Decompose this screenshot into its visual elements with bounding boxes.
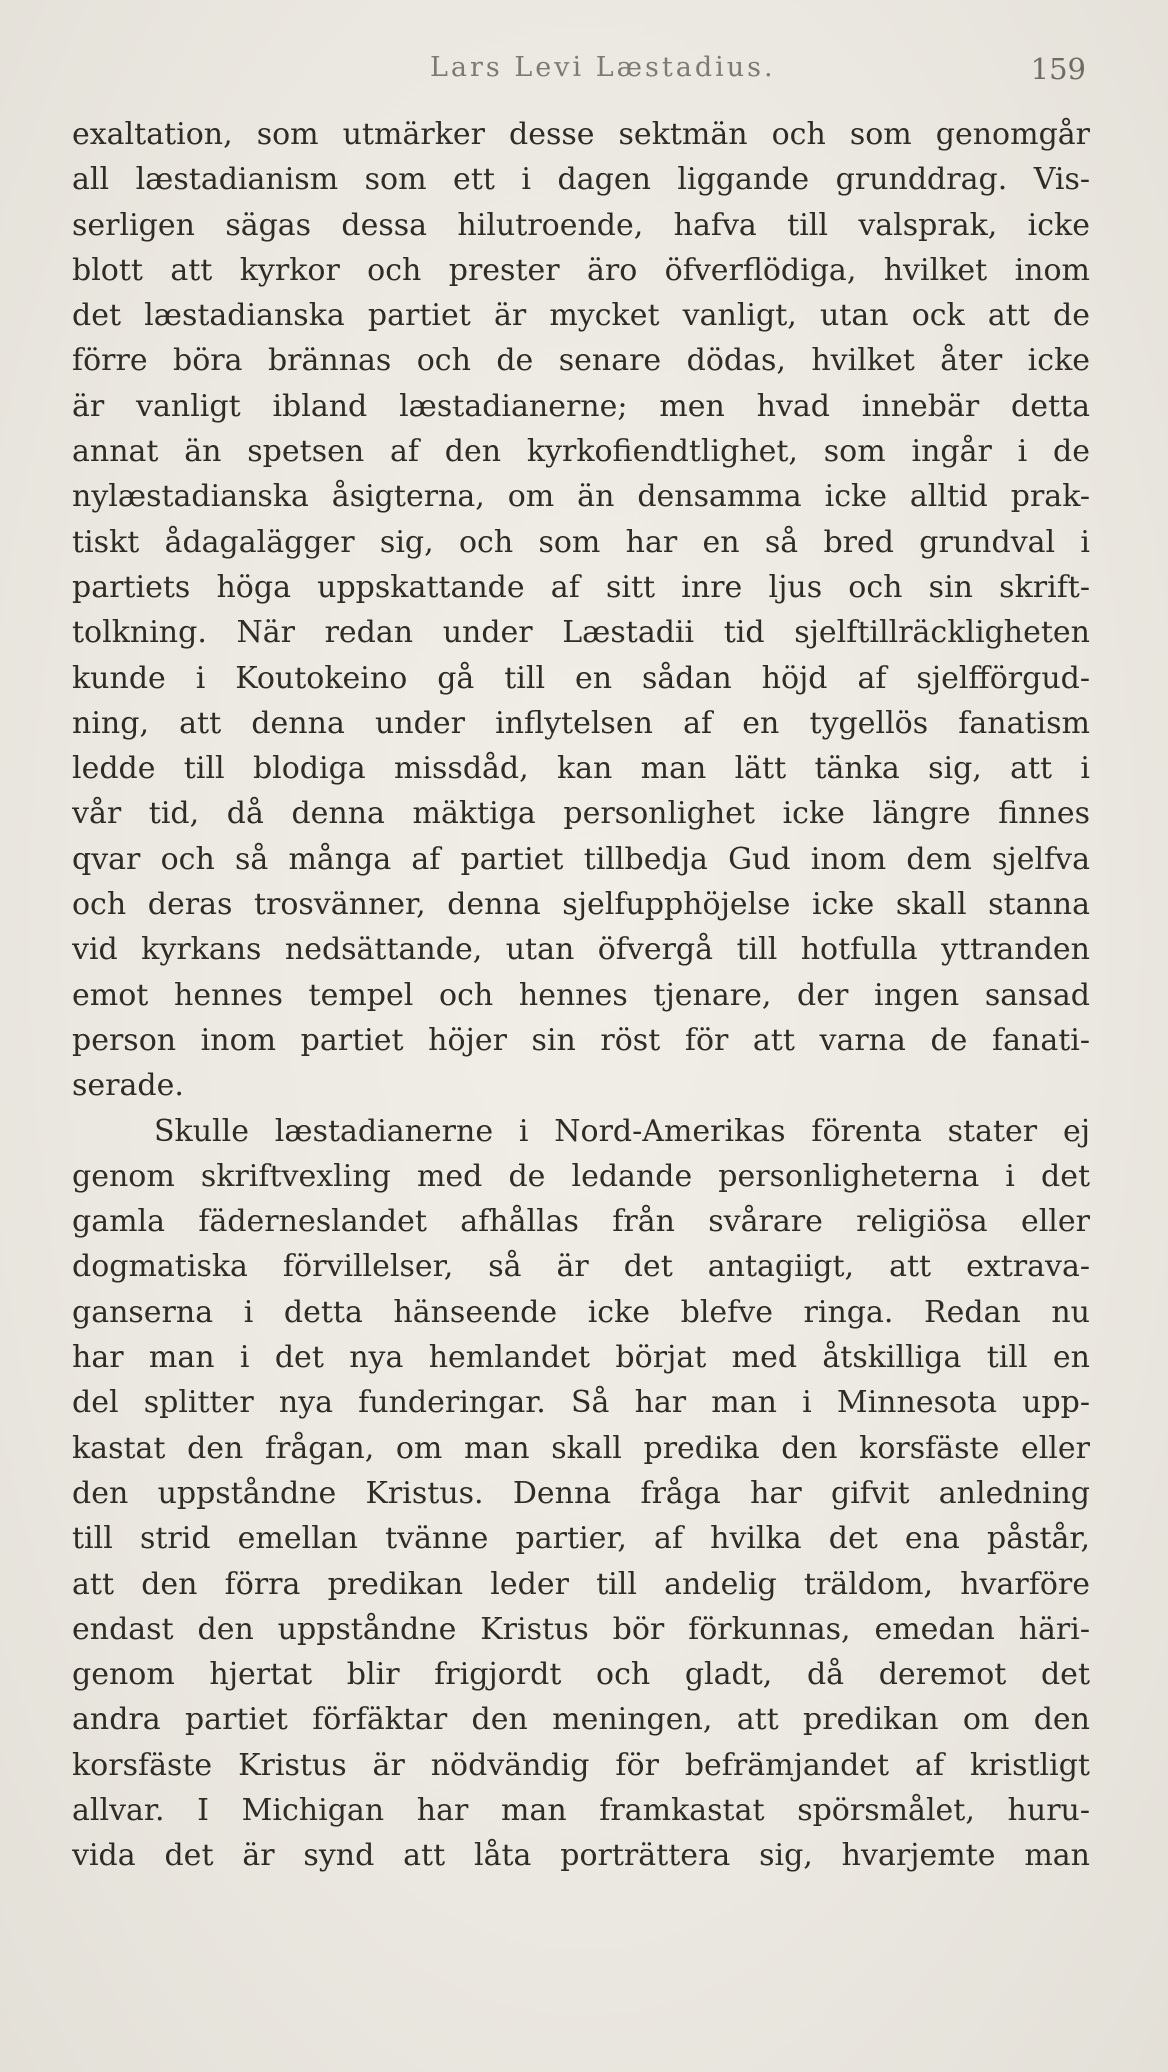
- body-text: [72, 112, 1090, 1879]
- text-line: nylæstadianska åsigterna, om än densamma icke alltid prak-: [72, 479, 1090, 515]
- text-line: partiets höga uppskattande af sitt inre ljus och sin skrift-: [72, 569, 1090, 605]
- text-line: den uppståndne Kristus. Denna fråga har gifvit anledning: [72, 1475, 1090, 1511]
- text-line: allvar. I Michigan har man framkastat spörsmålet, huru-: [72, 1792, 1090, 1828]
- text-line: blott att kyrkor och prester äro öfverflödiga, hvilket inom: [72, 252, 1090, 288]
- text-line: ledde till blodiga missdåd, kan man lätt tänka sig, att i: [72, 751, 1090, 787]
- text-line: endast den uppståndne Kristus bör förkunnas, emedan häri-: [72, 1611, 1090, 1647]
- text-line: det læstadianska partiet är mycket vanligt, utan ock att de: [72, 298, 1090, 334]
- text-line: att den förra predikan leder till andelig träldom, hvarföre: [72, 1566, 1090, 1602]
- text-line: all læstadianism som ett i dagen liggande grunddrag. Vis-: [72, 162, 1090, 198]
- paragraph-start-line: Skulle læstadianerne i Nord-Amerikas förenta stater ej: [154, 1113, 1090, 1149]
- running-header: [0, 52, 1168, 102]
- text-line: är vanligt ibland læstadianerne; men hvad innebär detta: [72, 388, 1090, 424]
- text-line: person inom partiet höjer sin röst för att varna de fanati-: [72, 1022, 1090, 1058]
- text-line: förre böra brännas och de senare dödas, hvilket åter icke: [72, 343, 1090, 379]
- text-line: genom hjertat blir frigjordt och gladt, då deremot det: [72, 1657, 1090, 1693]
- text-line: vår tid, då denna mäktiga personlighet icke längre finnes: [72, 796, 1090, 832]
- text-line: ganserna i detta hänseende icke blefve ringa. Redan nu: [72, 1294, 1090, 1330]
- text-line: andra partiet förfäktar den meningen, att predikan om den: [72, 1702, 1090, 1738]
- text-line: emot hennes tempel och hennes tjenare, der ingen sansad: [72, 977, 1090, 1013]
- text-line: vida det är synd att låta porträttera sig, hvarjemte man: [72, 1838, 1090, 1874]
- text-line: tolkning. När redan under Læstadii tid sjelftillräckligheten: [72, 615, 1090, 651]
- text-line: genom skriftvexling med de ledande personligheterna i det: [72, 1158, 1090, 1194]
- text-line: korsfäste Kristus är nödvändig för befrämjandet af kristligt: [72, 1747, 1090, 1783]
- text-line: del splitter nya funderingar. Så har man i Minnesota upp-: [72, 1385, 1090, 1421]
- running-title: Lars Levi Læstadius.: [430, 52, 776, 83]
- paragraph-end-line: serade.: [72, 1068, 184, 1104]
- text-line: kastat den frågan, om man skall predika den korsfäste eller: [72, 1430, 1090, 1466]
- text-line: ning, att denna under inflytelsen af en tygellös fanatism: [72, 705, 1090, 741]
- text-line: exaltation, som utmärker desse sektmän och som genomgår: [72, 117, 1090, 152]
- text-line: qvar och så många af partiet tillbedja Gud inom dem sjelfva: [72, 841, 1090, 877]
- text-line: och deras trosvänner, denna sjelfupphöjelse icke skall stanna: [72, 887, 1090, 923]
- page-number: 159: [1030, 52, 1086, 86]
- text-line: kunde i Koutokeino gå till en sådan höjd af sjelfförgud-: [72, 660, 1090, 696]
- text-line: gamla fäderneslandet afhållas från svårare religiösa eller: [72, 1204, 1090, 1240]
- text-line: serligen sägas dessa hilutroende, hafva till valsprak, icke: [72, 207, 1090, 243]
- text-line: annat än spetsen af den kyrkofiendtlighet, som ingår i de: [72, 434, 1090, 470]
- text-line: till strid emellan tvänne partier, af hvilka det ena påstår,: [72, 1521, 1090, 1557]
- text-line: tiskt ådagalägger sig, och som har en så bred grundval i: [72, 524, 1090, 560]
- text-line: dogmatiska förvillelser, så är det antagiigt, att extrava-: [72, 1249, 1090, 1285]
- text-line: har man i det nya hemlandet börjat med åtskilliga till en: [72, 1340, 1090, 1376]
- text-line: vid kyrkans nedsättande, utan öfvergå till hotfulla yttranden: [72, 932, 1090, 968]
